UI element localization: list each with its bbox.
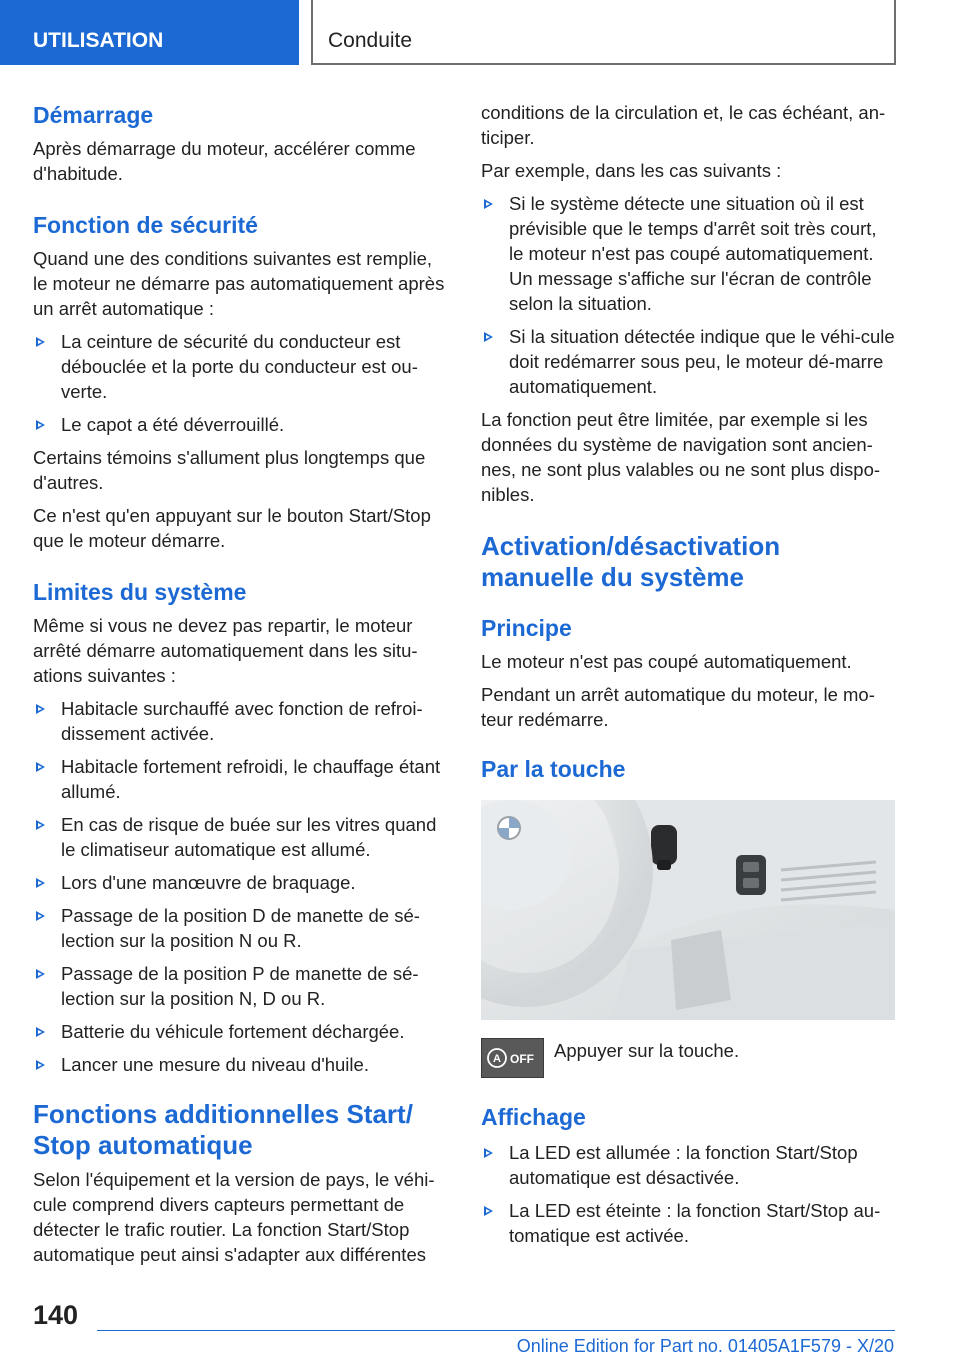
paragraph: Le moteur n'est pas coupé automatiquement.: [481, 651, 852, 672]
triangle-bullet-icon: [36, 1027, 45, 1037]
triangle-bullet-icon: [36, 878, 45, 888]
list-item: La LED est allumée : la fonction Start/Stop automatique est désactivée.: [481, 1140, 895, 1190]
heading-limites-systeme: Limites du système: [33, 579, 247, 605]
triangle-bullet-icon: [484, 1206, 493, 1216]
heading-principe: Principe: [481, 615, 572, 641]
list-item: Le capot a été déverrouillé.: [33, 412, 447, 437]
paragraph: conditions de la circulation et, le cas échéant, an-ticiper.: [481, 102, 886, 148]
right-column: [481, 100, 895, 1248]
list-item: Si le système détecte une situation où il est prévisible que le temps d'arrêt soit très court, le moteur n'est pas coupé automatiquement. Un message s'affiche sur l'écran de contrôle selon la situation.: [481, 191, 895, 316]
paragraph: Selon l'équipement et la version de pays, le véhi-cule comprend divers capteurs permettant de détecter le trafic routier. La fonction Start/Stop automatique peut ainsi s'adapter aux différentes: [33, 1169, 435, 1265]
list-item: Lancer une mesure du niveau d'huile.: [33, 1052, 447, 1077]
heading-fonction-securite: Fonction de sécurité: [33, 212, 258, 238]
svg-text:OFF: OFF: [510, 1052, 534, 1066]
triangle-bullet-icon: [484, 199, 493, 209]
paragraph: Même si vous ne devez pas repartir, le moteur arrêté démarre automatiquement dans les situ-ations suivantes :: [33, 615, 418, 686]
heading-affichage: Affichage: [481, 1104, 586, 1130]
paragraph: Par exemple, dans les cas suivants :: [481, 160, 782, 181]
bullet-list: [481, 1140, 895, 1248]
footer-divider: [97, 1330, 895, 1331]
button-instruction: [481, 1038, 895, 1082]
dashboard-illustration-icon: [481, 800, 895, 1020]
list-item: Passage de la position D de manette de sé-lection sur la position N ou R.: [33, 903, 447, 953]
list-item: Si la situation détectée indique que le véhi-cule doit redémarrer sous peu, le moteur dé-marre automatiquement.: [481, 324, 895, 399]
list-item: La LED est éteinte : la fonction Start/Stop au-tomatique est activée.: [481, 1198, 895, 1248]
list-item: Batterie du véhicule fortement déchargée.: [33, 1019, 447, 1044]
list-item: Habitacle fortement refroidi, le chauffage étant allumé.: [33, 754, 447, 804]
bullet-list: [481, 191, 895, 399]
paragraph: Après démarrage du moteur, accélérer comme d'habitude.: [33, 138, 416, 184]
list-item: En cas de risque de buée sur les vitres quand le climatiseur automatique est allumé.: [33, 812, 447, 862]
triangle-bullet-icon: [36, 1060, 45, 1070]
bullet-list: [33, 329, 447, 437]
paragraph: Pendant un arrêt automatique du moteur, le mo-teur redémarre.: [481, 684, 875, 730]
chapter-tab: UTILISATION: [0, 0, 299, 65]
triangle-bullet-icon: [484, 1148, 493, 1158]
list-item: Passage de la position P de manette de sé-lection sur la position N, D ou R.: [33, 961, 447, 1011]
list-item: La ceinture de sécurité du conducteur est débouclée et la porte du conducteur est ou-verte.: [33, 329, 447, 404]
heading-par-la-touche: Par la touche: [481, 756, 626, 782]
triangle-bullet-icon: [484, 332, 493, 342]
paragraph: La fonction peut être limitée, par exemple si les données du système de navigation sont ancien-nes, ne sont plus valables ou ne sont plus dispo-nibles.: [481, 409, 881, 505]
bullet-list: [33, 696, 447, 1077]
list-item: Habitacle surchauffé avec fonction de refroi-dissement activée.: [33, 696, 447, 746]
button-instruction-text: Appuyer sur la touche.: [554, 1040, 740, 1061]
heading-demarrage: Démarrage: [33, 102, 154, 128]
footer-edition: Online Edition for Part no. 01405A1F579 - X/20: [516, 1336, 894, 1356]
section-title: Conduite: [311, 0, 896, 65]
paragraph: Ce n'est qu'en appuyant sur le bouton Start/Stop que le moteur démarre.: [33, 505, 431, 551]
dashboard-photo: [481, 800, 895, 1020]
svg-text:A: A: [493, 1053, 501, 1065]
triangle-bullet-icon: [36, 420, 45, 430]
heading-fonctions-additionnelles: Fonctions additionnelles Start/ Stop automatique: [33, 1099, 413, 1160]
triangle-bullet-icon: [36, 704, 45, 714]
left-column: [33, 100, 447, 1267]
start-stop-off-button-icon: [481, 1038, 544, 1078]
paragraph: Quand une des conditions suivantes est remplie, le moteur ne démarre pas automatiquement après un arrêt automatique :: [33, 248, 445, 319]
list-item: Lors d'une manœuvre de braquage.: [33, 870, 447, 895]
page-number: 140: [33, 1300, 79, 1330]
triangle-bullet-icon: [36, 820, 45, 830]
triangle-bullet-icon: [36, 911, 45, 921]
paragraph: Certains témoins s'allument plus longtemps que d'autres.: [33, 447, 426, 493]
triangle-bullet-icon: [36, 337, 45, 347]
triangle-bullet-icon: [36, 969, 45, 979]
heading-activation-desactivation: Activation/désactivation manuelle du système: [481, 531, 781, 592]
triangle-bullet-icon: [36, 762, 45, 772]
